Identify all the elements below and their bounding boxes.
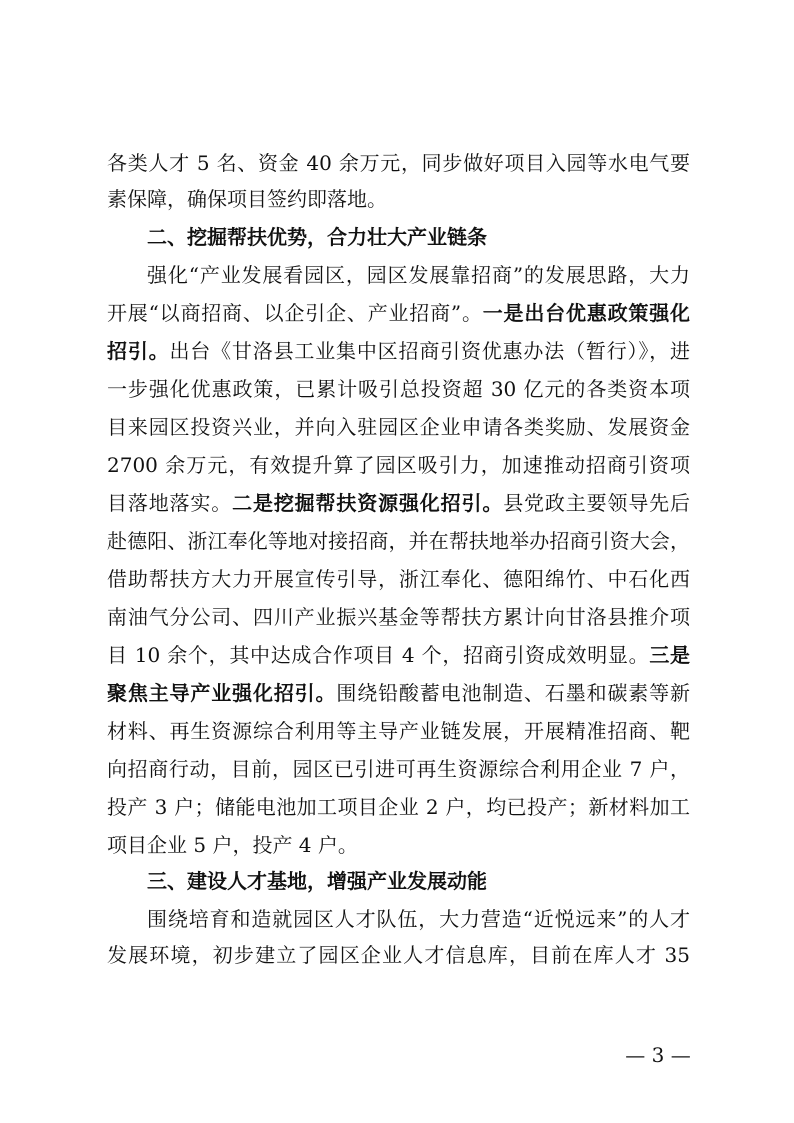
paragraph-line: 目 10 余个，其中达成合作项目 4 个，招商引资成效明显。三是 xyxy=(107,643,691,667)
paragraph-line: 一步强化优惠政策，已累计吸引总投资超 30 亿元的各类资本项 xyxy=(107,377,690,401)
section-heading: 二、挖掘帮扶优势，合力壮大产业链条 xyxy=(147,225,487,249)
paragraph-line: 赴德阳、浙江奉化等地对接招商，并在帮扶地举办招商引资大会， xyxy=(107,529,690,553)
paragraph-line: 素保障，确保项目签约即落地。 xyxy=(107,187,387,211)
paragraph-line: 南油气分公司、四川产业振兴基金等帮扶方累计向甘洛县推介项 xyxy=(107,605,690,629)
paragraph-line: 借助帮扶方大力开展宣传引导，浙江奉化、德阳绵竹、中石化西 xyxy=(107,567,690,591)
paragraph-line: 发展环境，初步建立了园区企业人才信息库，目前在库人才 35 xyxy=(107,943,690,967)
paragraph-line: 项目企业 5 户，投产 4 户。 xyxy=(107,833,358,857)
emphasis-text: 招引。 xyxy=(107,339,170,363)
paragraph-line: 各类人才 5 名、资金 40 余万元，同步做好项目入园等水电气要 xyxy=(107,151,690,175)
paragraph-line: 材料、再生资源综合利用等主导产业链发展，开展精准招商、靶 xyxy=(107,719,690,743)
paragraph-line: 目落地落实。二是挖掘帮扶资源强化招引。县党政主要领导先后 xyxy=(107,491,691,515)
emphasis-text: 二是挖掘帮扶资源强化招引。 xyxy=(232,491,504,515)
paragraph-line: 目来园区投资兴业，并向入驻园区企业申请各类奖励、发展资金 xyxy=(107,415,690,439)
paragraph-line: 开展“以商招商、以企引企、产业招商”。一是出台优惠政策强化 xyxy=(107,301,690,325)
page-number: — 3 — xyxy=(625,1043,691,1067)
paragraph-line: 向招商行动，目前，园区已引进可再生资源综合利用企业 7 户， xyxy=(107,757,690,781)
paragraph-line: 强化“产业发展看园区，园区发展靠招商”的发展思路，大力 xyxy=(147,263,690,287)
paragraph-line: 投产 3 户；储能电池加工项目企业 2 户，均已投产；新材料加工 xyxy=(107,795,690,819)
section-heading: 三、建设人才基地，增强产业发展动能 xyxy=(147,869,487,893)
emphasis-text: 三是 xyxy=(649,643,691,667)
emphasis-text: 聚焦主导产业强化招引。 xyxy=(107,681,337,705)
paragraph-line: 2700 余万元，有效提升算了园区吸引力，加速推动招商引资项 xyxy=(107,453,690,477)
paragraph-line: 围绕培育和造就园区人才队伍，大力营造“近悦远来”的人才 xyxy=(147,907,690,931)
paragraph-line: 招引。出台《甘洛县工业集中区招商引资优惠办法（暂行）》，进 xyxy=(107,339,691,363)
emphasis-text: 一是出台优惠政策强化 xyxy=(482,301,690,325)
paragraph-line: 聚焦主导产业强化招引。围绕铅酸蓄电池制造、石墨和碳素等新 xyxy=(107,681,691,705)
